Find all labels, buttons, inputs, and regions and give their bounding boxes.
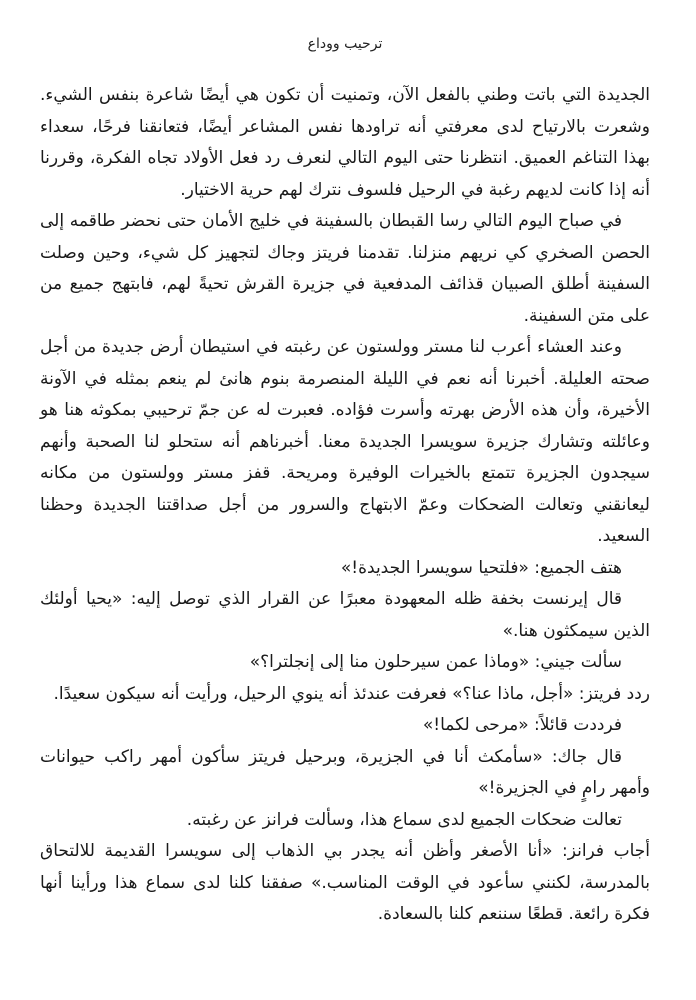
paragraph: سألت جيني: «وماذا عمن سيرحلون منا إلى إنجلترا؟» xyxy=(249,652,622,672)
paragraph: هتف الجميع: «فلتحيا سويسرا الجديدة!» xyxy=(340,557,622,578)
paragraph: أجاب فرانز: «أنا الأصغر وأظن أنه يجدر بي الذهاب إلى سويسرا القديمة للالتحاق بالمدرسة، لكنني سأعود في الوقت المناسب.» صفقنا كلنا لدى سماع هذا ورأينا أنها فكرة رائعة. قطعًا سننعم كلنا بالسعادة. xyxy=(40,841,650,924)
paragraph: قال جاك: «سأمكث أنا في الجزيرة، وبرحيل فريتز سأكون أمهر راكب حيوانات وأمهر رامٍ في الجزيرة!» xyxy=(40,746,650,798)
paragraph: قال إيرنست بخفة ظله المعهودة معبرًا عن القرار الذي توصل إليه: «يحيا أولئك الذين سيمكثون هنا.» xyxy=(40,589,650,641)
paragraph: ردد فريتز: «أجل، ماذا عنا؟» فعرفت عندئذ أنه ينوي الرحيل، ورأيت أنه سيكون سعيدًا. xyxy=(53,683,650,704)
paragraph: تعالت ضحكات الجميع لدى سماع هذا، وسألت فرانز عن رغبته. xyxy=(186,809,622,830)
paragraph: في صباح اليوم التالي رسا القبطان بالسفينة في خليج الأمان حتى نحضر طاقمه إلى الحصن الصخري كي نريهم منزلنا. تقدمنا فريتز وجاك لتجهيز كل شيء، وحين وصلت السفينة أطلق الصبيان قذائف المدفعية في جزيرة القرش تحيةً لهم، فابتهج جميع من على متن السفينة. xyxy=(40,211,650,326)
running-title: ترحيب ووداع xyxy=(307,36,383,52)
body-text xyxy=(40,80,650,931)
paragraph: وعند العشاء أعرب لنا مستر وولستون عن رغبته في استيطان أرض جديدة من أجل صحته العليلة. أخبرنا أنه نعم في الليلة المنصرمة بنوم هانئ لم ينعم بمثله في الآونة الأخيرة، وأن هذه الأرض بهرته وأسرت فؤاده. فعبرت له عن جمّ ترحيبي بمكوثه هنا هو وعائلته وتشارك جزيرة سويسرا الجديدة معنا. أخبرناهم أنه ستحلو لنا الصحبة وأنهم سيجدون الجزيرة تتمتع بالخيرات الوفيرة ومريحة. قفز مستر وولستون من مكانه ليعانقني وتعالت الضحكات وعمّ الابتهاج والسرور من أجل صداقتنا الجديدة وحظنا السعيد. xyxy=(40,337,650,546)
paragraph: فرددت قائلاً: «مرحى لكما!» xyxy=(422,715,622,735)
paragraph: الجديدة التي باتت وطني بالفعل الآن، وتمنيت أن تكون هي أيضًا شاعرة بنفس الشيء. وشعرت بالارتياح لدى معرفتي أنه تراودها نفس المشاعر أيضًا، فتعانقنا فرحًا، سعداء بهذا التناغم العميق. انتظرنا حتى اليوم التالي لنعرف رد فعل الأولاد تجاه الفكرة، وقررنا أنه إذا كانت لديهم رغبة في الرحيل فلسوف نترك لهم حرية الاختيار. xyxy=(40,85,650,200)
